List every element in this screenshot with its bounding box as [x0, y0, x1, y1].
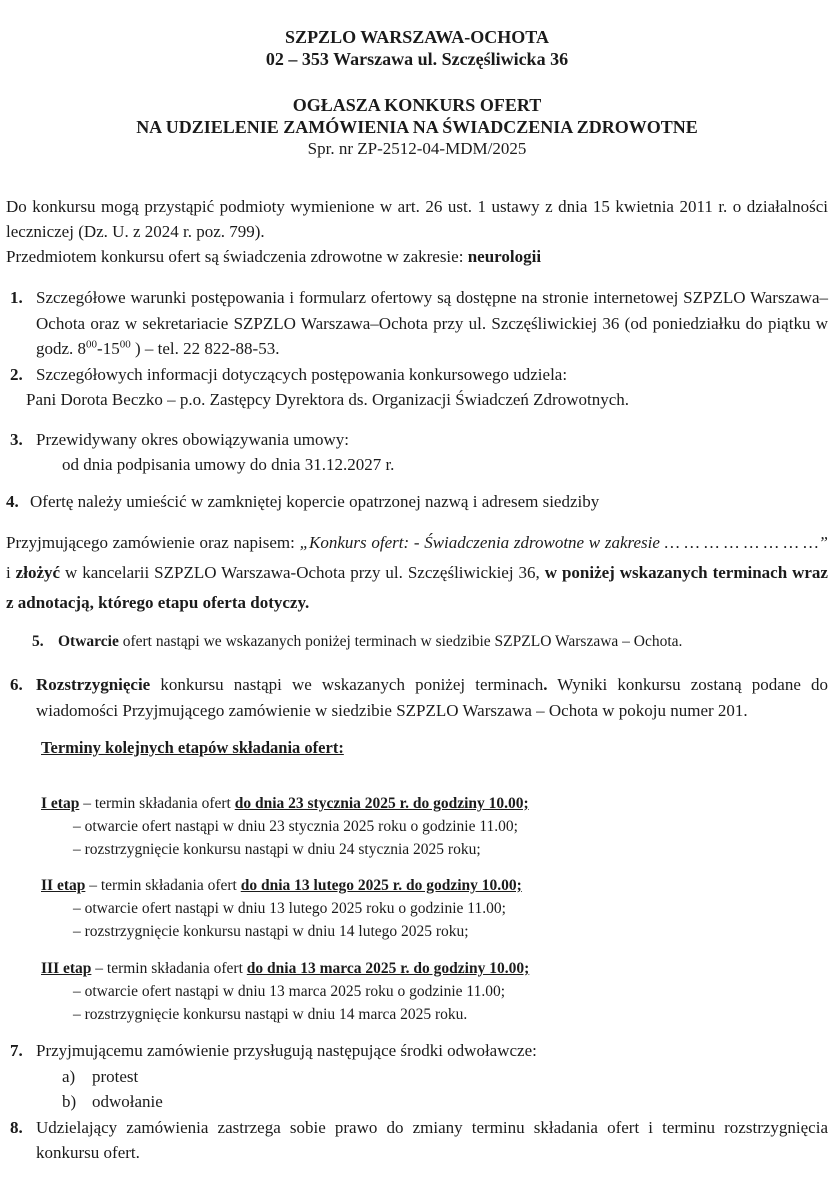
numbered-item-4	[6, 489, 828, 515]
stage-2-deadline: do dnia 13 lutego 2025 r. do godziny 10.00;	[240, 877, 522, 894]
item-5-bold: Otwarcie	[58, 633, 119, 650]
item-7-option-b	[62, 1089, 828, 1115]
item-2-text	[26, 362, 828, 413]
stage-2-opening: – otwarcie ofert nastąpi w dniu 13 lutego 2025 roku o godzinie 11.00;	[73, 900, 506, 917]
item-7-option-b-text: odwołanie	[92, 1092, 163, 1111]
item-3-number: 3.	[10, 429, 23, 449]
item-6-text-a: konkursu nastąpi we wskazanych poniżej terminach	[150, 675, 544, 694]
announcement-title-line2: NA UDZIELENIE ZAMÓWIENIA NA ŚWIADCZENIA ZDROWOTNE	[136, 117, 698, 137]
item-4-number: 4.	[6, 491, 19, 511]
item-1-text-c: ) – tel. 22 822-88-53.	[130, 339, 280, 358]
item-7-option-a	[62, 1064, 828, 1090]
item-3-text	[36, 427, 828, 478]
item-2-line2: Pani Dorota Beczko – p.o. Zastępcy Dyrektora ds. Organizacji Świadczeń Zdrowotnych.	[26, 390, 630, 409]
item-7-number: 7.	[10, 1041, 23, 1060]
envelope-text-a: Przyjmującego zamówienie oraz napisem:	[6, 533, 300, 552]
stage-block-3	[41, 957, 828, 1026]
numbered-item-3	[6, 427, 828, 478]
stage-1-resolution: – rozstrzygnięcie konkursu nastąpi w dniu 24 stycznia 2025 roku;	[73, 841, 481, 858]
numbered-item-7	[6, 1038, 828, 1115]
stage-3-label: III etap	[41, 960, 92, 977]
subject-scope: neurologii	[467, 247, 542, 266]
stage-1-opening: – otwarcie ofert nastąpi w dniu 23 stycznia 2025 roku o godzinie 11.00;	[73, 818, 518, 835]
envelope-bold-submit: złożyć	[15, 563, 61, 582]
item-6-bold: Rozstrzygnięcie	[36, 675, 151, 694]
subject-line	[6, 244, 828, 269]
stage-3-deadline-line	[41, 957, 828, 980]
stages-heading: Terminy kolejnych etapów składania ofert:	[41, 738, 344, 757]
intro-section	[6, 194, 828, 269]
envelope-text-c: w kancelarii SZPZLO Warszawa-Ochota przy ul. Szczęśliwickiej 36,	[60, 563, 545, 582]
stage-block-2	[41, 874, 828, 943]
item-3-line1: Przewidywany okres obowiązywania umowy:	[36, 429, 350, 449]
item-1-number: 1.	[10, 288, 23, 307]
stage-2-mid: – termin składania ofert	[85, 877, 241, 894]
intro-paragraph: Do konkursu mogą przystąpić podmioty wymienione w art. 26 ust. 1 ustawy z dnia 15 kwietnia 2011 r. o działalności leczniczej (Dz. U. z 2024 r. poz. 799).	[6, 197, 828, 241]
stage-3-opening: – otwarcie ofert nastąpi w dniu 13 marca 2025 roku o godzinie 11.00;	[73, 983, 506, 1000]
announcement-title-line1: OGŁASZA KONKURS OFERT	[292, 95, 542, 115]
stage-2-label: II etap	[41, 877, 86, 894]
subject-prefix: Przedmiotem konkursu ofert są świadczenia zdrowotne w zakresie:	[6, 247, 468, 266]
envelope-quote: „Konkurs ofert: - Świadczenia zdrowotne w zakresie … … … … … … … …”	[299, 533, 828, 552]
stage-1-label: I etap	[41, 795, 80, 812]
item-7-option-b-label: b)	[62, 1092, 77, 1111]
stage-1-deadline: do dnia 23 stycznia 2025 r. do godziny 10.00;	[234, 795, 529, 812]
stage-2-resolution: – rozstrzygnięcie konkursu nastąpi w dniu 14 lutego 2025 roku;	[73, 923, 469, 940]
item-5-number: 5.	[32, 633, 44, 650]
item-2-number: 2.	[10, 364, 23, 384]
item-7-text	[36, 1038, 828, 1115]
item-2-line1: Szczegółowych informacji dotyczących postępowania konkursowego udziela:	[36, 364, 568, 384]
stage-2-deadline-line	[41, 874, 828, 897]
stage-3-deadline: do dnia 13 marca 2025 r. do godziny 10.00;	[246, 960, 530, 977]
org-address: 02 – 353 Warszawa ul. Szczęśliwicka 36	[265, 49, 569, 69]
item-1-text-b: -15	[97, 339, 120, 358]
item-8-text: Udzielający zamówienia zastrzega sobie prawo do zmiany terminu składania ofert i terminu rozstrzygnięcia konkursu ofert.	[36, 1117, 828, 1162]
item-6-text	[36, 672, 828, 723]
stage-3-resolution: – rozstrzygnięcie konkursu nastąpi w dniu 14 marca 2025 roku.	[73, 1006, 468, 1023]
item-1-hours-open: 00	[86, 338, 98, 351]
item-6-number: 6.	[10, 675, 23, 694]
item-7-line1: Przyjmującemu zamówienie przysługują następujące środki odwoławcze:	[36, 1041, 537, 1060]
stage-1-mid: – termin składania ofert	[79, 795, 235, 812]
stage-block-1	[41, 792, 828, 861]
item-4-text: Ofertę należy umieścić w zamkniętej kopercie opatrzonej nazwą i adresem siedziby	[30, 491, 600, 511]
case-number: Spr. nr ZP-2512-04-MDM/2025	[307, 139, 527, 158]
item-6-text-b: Wyniki konkursu zostaną podane do wiadomości Przyjmującego zamówienie w siedzibie SZPZLO Warszawa – Ochota w pokoju numer 201.	[36, 675, 828, 720]
item-1-text-a: Szczegółowe warunki postępowania i formularz ofertowy są dostępne na stronie internetowej SZPZLO Warszawa–Ochota oraz w sekretariacie SZPZLO Warszawa–Ochota przy ul. Szczęśliwickiej 36 (od poniedziałku do piątku w godz. 8	[36, 288, 828, 358]
org-name: SZPZLO WARSZAWA-OCHOTA	[285, 27, 549, 47]
item-7-option-a-text: protest	[92, 1066, 139, 1086]
stage-1-deadline-line	[41, 792, 828, 815]
stage-3-mid: – termin składania ofert	[91, 960, 247, 977]
item-5-rest: ofert nastąpi we wskazanych poniżej terminach w siedzibie SZPZLO Warszawa – Ochota.	[118, 633, 683, 650]
numbered-item-6	[6, 672, 828, 723]
item-5-text	[58, 631, 682, 652]
numbered-item-2	[6, 362, 828, 413]
item-1-hours-close: 00	[119, 338, 131, 351]
item-7-option-a-label: a)	[62, 1066, 76, 1086]
envelope-paragraph	[6, 528, 828, 618]
item-8-number: 8.	[10, 1117, 23, 1137]
item-3-line2: od dnia podpisania umowy do dnia 31.12.2027 r.	[62, 455, 395, 474]
numbered-item-1	[6, 285, 828, 362]
envelope-bold-terms: w poniżej wskazanych terminach wraz z adnotacją, którego etapu oferta dotyczy.	[6, 563, 828, 612]
item-6-bold-dot: .	[543, 675, 548, 694]
numbered-item-8	[6, 1115, 828, 1166]
envelope-text-b: i	[6, 563, 16, 582]
item-1-text	[36, 285, 828, 362]
numbered-item-5	[32, 631, 828, 652]
